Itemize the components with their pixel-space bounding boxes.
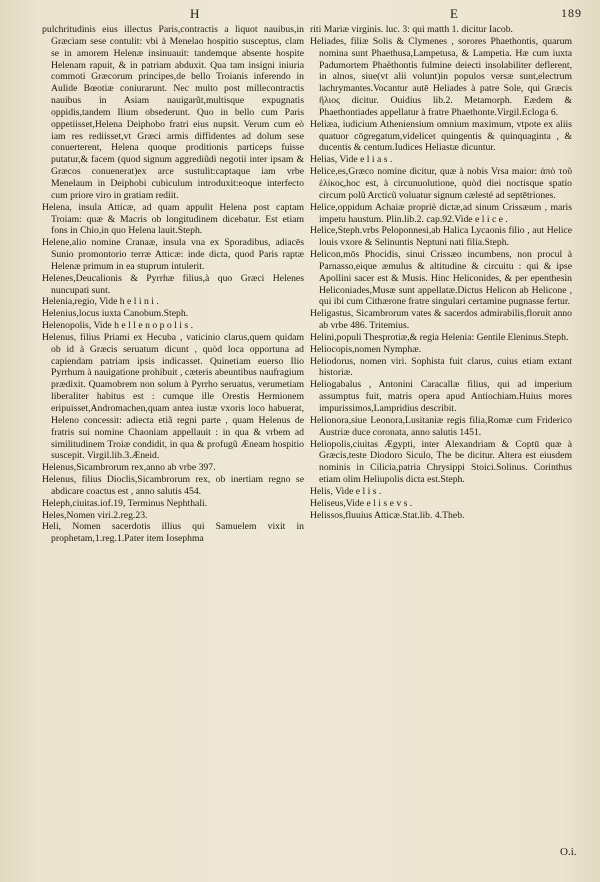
dictionary-entry: Heliseus,Vide e l i s e v s . xyxy=(310,497,413,509)
dictionary-entry: Heleph,ciuitas.iof.19, Terminus Nephthali. xyxy=(42,497,208,509)
signature-mark: O.i. xyxy=(560,846,577,858)
dictionary-entry: Helias, Vide e l i a s . xyxy=(310,154,393,166)
dictionary-entry: Helene,alio nomine Cranaæ, insula vna ex Sporadibus, adiacēs Sunio promontorio terræ Atticæ: inde dicta, quod Paris raptæ Helenæ primum in ea stuprum intulerit. xyxy=(42,237,304,272)
running-head-left-letter: H xyxy=(190,6,201,21)
dictionary-entry: Helice,oppidum Achaiæ propriè dictæ,ad sinum Crissæum , maris impetu haustum. Plin.lib.2. cap.92.Vide e l i c e . xyxy=(310,201,572,225)
dictionary-entry: Helenia,regio, Vide h e l i n i . xyxy=(42,296,159,308)
dictionary-entry: Helissos,fluuius Atticæ.Stat.lib. 4.Theb. xyxy=(310,509,465,521)
dictionary-entry: Heliades, filiæ Solis & Clymenes , sorores Phaethontis, quarum nomina sunt Phaethusa,Lampetusa, & Lampetia. Hæ cum iuxta Padumortem Phaëthontis fulmine deiecti insolabiliter deflerent, in alnos, siue(vt alii volunt)in populos versæ sunt,electrum lachrymantes.Vocantur autē Heliades à patre Sole, qui Græcis ἥλιος dicitur. Ouidius lib.2. Metamorph. Eædem & Phaethontiades appellatur à fratre Phaethonte.Virgil.Ecloga 6. xyxy=(310,35,572,118)
dictionary-entry: riti Mariæ virginis. luc. 3: qui matth 1. dicitur Iacob. xyxy=(310,24,513,35)
dictionary-entry: Helenius,locus iuxta Canobum.Steph. xyxy=(42,308,189,320)
dictionary-entry: Helenus, filius Dioclis,Sicambrorum rex, ob inertiam regno se abdicare coactus est , anno salutis 454. xyxy=(42,474,304,497)
dictionary-entry: Helena, insula Atticæ, ad quam appulit Helena post captam Troiam: quæ & Macris ob longitudinem dicebatur. Est etiam fons in Chio,in quo Helena lauit.Steph. xyxy=(42,201,304,237)
dictionary-entry: Helicon,mōs Phocidis, sinui Crissæo incumbens, non procul à Parnasso,eique æmulus & altitudine & circuitu : qui & ipse Apollini sacer est & Musis. Hinc Heliconides, & per epenthesin Heliconiades,Musæ sunt appellatæ.Dictus Helicon ab Helicone , qui ibi cum Cithærone fratre singulari certamine pugnasse fertur. xyxy=(310,249,572,308)
dictionary-entry: Heles,Nomen viri.2.reg.23. xyxy=(42,509,148,521)
dictionary-entry: Helenes,Deucalionis & Pyrrhæ filius,à quo Græci Helenes nuncupati sunt. xyxy=(42,272,304,296)
dictionary-entry: Helini,populi Thesprotiæ,& regia Helenia: Gentile Eleninus.Steph. xyxy=(310,331,569,343)
dictionary-entry: Helis, Vide e l i s . xyxy=(310,485,382,497)
dictionary-entry: Helenus,Sicambrorum rex,anno ab vrbe 397. xyxy=(42,462,216,474)
dictionary-entry: pulchritudinis eius illectus Paris,contractis a liquot nauibus,in Græciam sese contulit: vbi à Menelao hospitio susceptus, clam se in amorem Helenæ insinuauit: tandemque absente hospite Helenam rapuit, & in patriam abduxit. Qua tam insigni iniuria commoti Græcorum principes,de bello Troianis inferendo in Aulide Bœotiæ coniurarunt. Nec multo post millecontractis nauibus in Asiam nauigarũt,multisque expugnatis oppidis,tandem Ilium obsederunt. Quo in bello cum Paris oppetiisset,Helena Deiphobo fratri eius nupsit. Verum cum eò iam res rediisset,vt Græci armis diffidentes ad dolum sese conuerterent, Helena quoque proditionis particeps fuisse putatur,& facem (quod signum aggrediũdi negotii inter ipsam & Græcos conuenerat)ex arce sustulit:captaque iam vrbe Menelaum in Deiphobi cubiculum introduxit:eoque interfecto cum priore viro in gratiam rediit. xyxy=(42,24,304,201)
dictionary-entry: Helionora,siue Leonora,Lusitaniæ regis filia,Romæ cum Friderico Austriæ duce coronata, anno salutis 1451. xyxy=(310,414,572,438)
dictionary-entry: Heli, Nomen sacerdotis illius qui Samuelem vixit in prophetam,1.reg.1.Pater item Iosephma xyxy=(42,521,304,545)
running-head-right-letter: E xyxy=(450,6,459,21)
dictionary-entry: Helice,es,Græco nomine dicitur, quæ à nobis Vrsa maior: ἀπὸ τοῦ ἑλίκος,hoc est, à circunuolutione, quòd diei noctisque spatio circum polũ Arcticũ voluatur signum cælesté ad septētriones. xyxy=(310,166,572,201)
right-column xyxy=(310,24,572,521)
dictionary-entry: Helenopolis, Vide h e l l e n o p o l i s . xyxy=(42,320,193,332)
dictionary-entry: Heliocopis,nomen Nymphæ. xyxy=(310,343,422,355)
dictionary-entry: Heliogabalus , Antonini Caracallæ filius, qui ad imperium assumptus fuit, matris opera apud Antiochiam.Huius mores impurissimos,Lampridius describit. xyxy=(310,379,572,414)
page-number: 189 xyxy=(561,6,582,20)
dictionary-entry: Heliæa, iudicium Atheniensium omnium maximum, vtpote ex aliis quatuor cōgregatum,videlicet quingentis & quinquaginta , & ducentis & centum.Iudices Heliastæ dicuntur. xyxy=(310,118,572,154)
dictionary-entry: Helice,Steph.vrbs Peloponnesi,ab Halica Lycaonis filio , aut Helice louis vxore & Selinuntis Neptuni nati filia.Steph. xyxy=(310,225,572,249)
dictionary-entry: Heliodorus, nomen viri. Sophista fuit clarus, cuius etiam extant historiæ. xyxy=(310,355,572,379)
dictionary-entry: Heliopolis,ciuitas Ægypti, inter Alexandriam & Coptū quæ à Græcis,teste Diodoro Siculo, The be dicitur. Altera est eiusdem nominis in Cilicia,patria Chrysippi Stoici.Solinus. Corinthus etiam olim Heliupolis dicta est.Steph. xyxy=(310,438,572,486)
dictionary-entry: Heligastus, Sicambrorum vates & sacerdos admirabilis,floruit anno ab vrbe 486. Tritemius. xyxy=(310,308,572,332)
running-head xyxy=(40,6,582,24)
left-column xyxy=(42,24,304,545)
dictionary-entry: Helenus, filius Priami ex Hecuba , vaticinio clarus,quem quidam ob id à Græcis seruatum dicunt , quòd loca opportuna ad capiendam patriam ipsis indicasset. Quinetiam euerso Ilio Pyrrhum à nauigatione prohibuit , cæteris abeuntibus naufragium prædixit. Quamobrem non solum à Pyrrho seruatus, verumetiam liberaliter habitus est : cumque ille Orestis Hermionem eripuisset,Andromachen,quam antea iustæ vxoris loco habuerat, Heleno concessit: adiecta etiã regni parte , quam Helenus de fratris sui nomine Chaoniam appellauit : in qua & vrbem ad similitudinem Troiæ condidit, in qua & profugũ Æneam hospitio suscepit. Virgil.lib.3.Æneid. xyxy=(42,331,304,462)
